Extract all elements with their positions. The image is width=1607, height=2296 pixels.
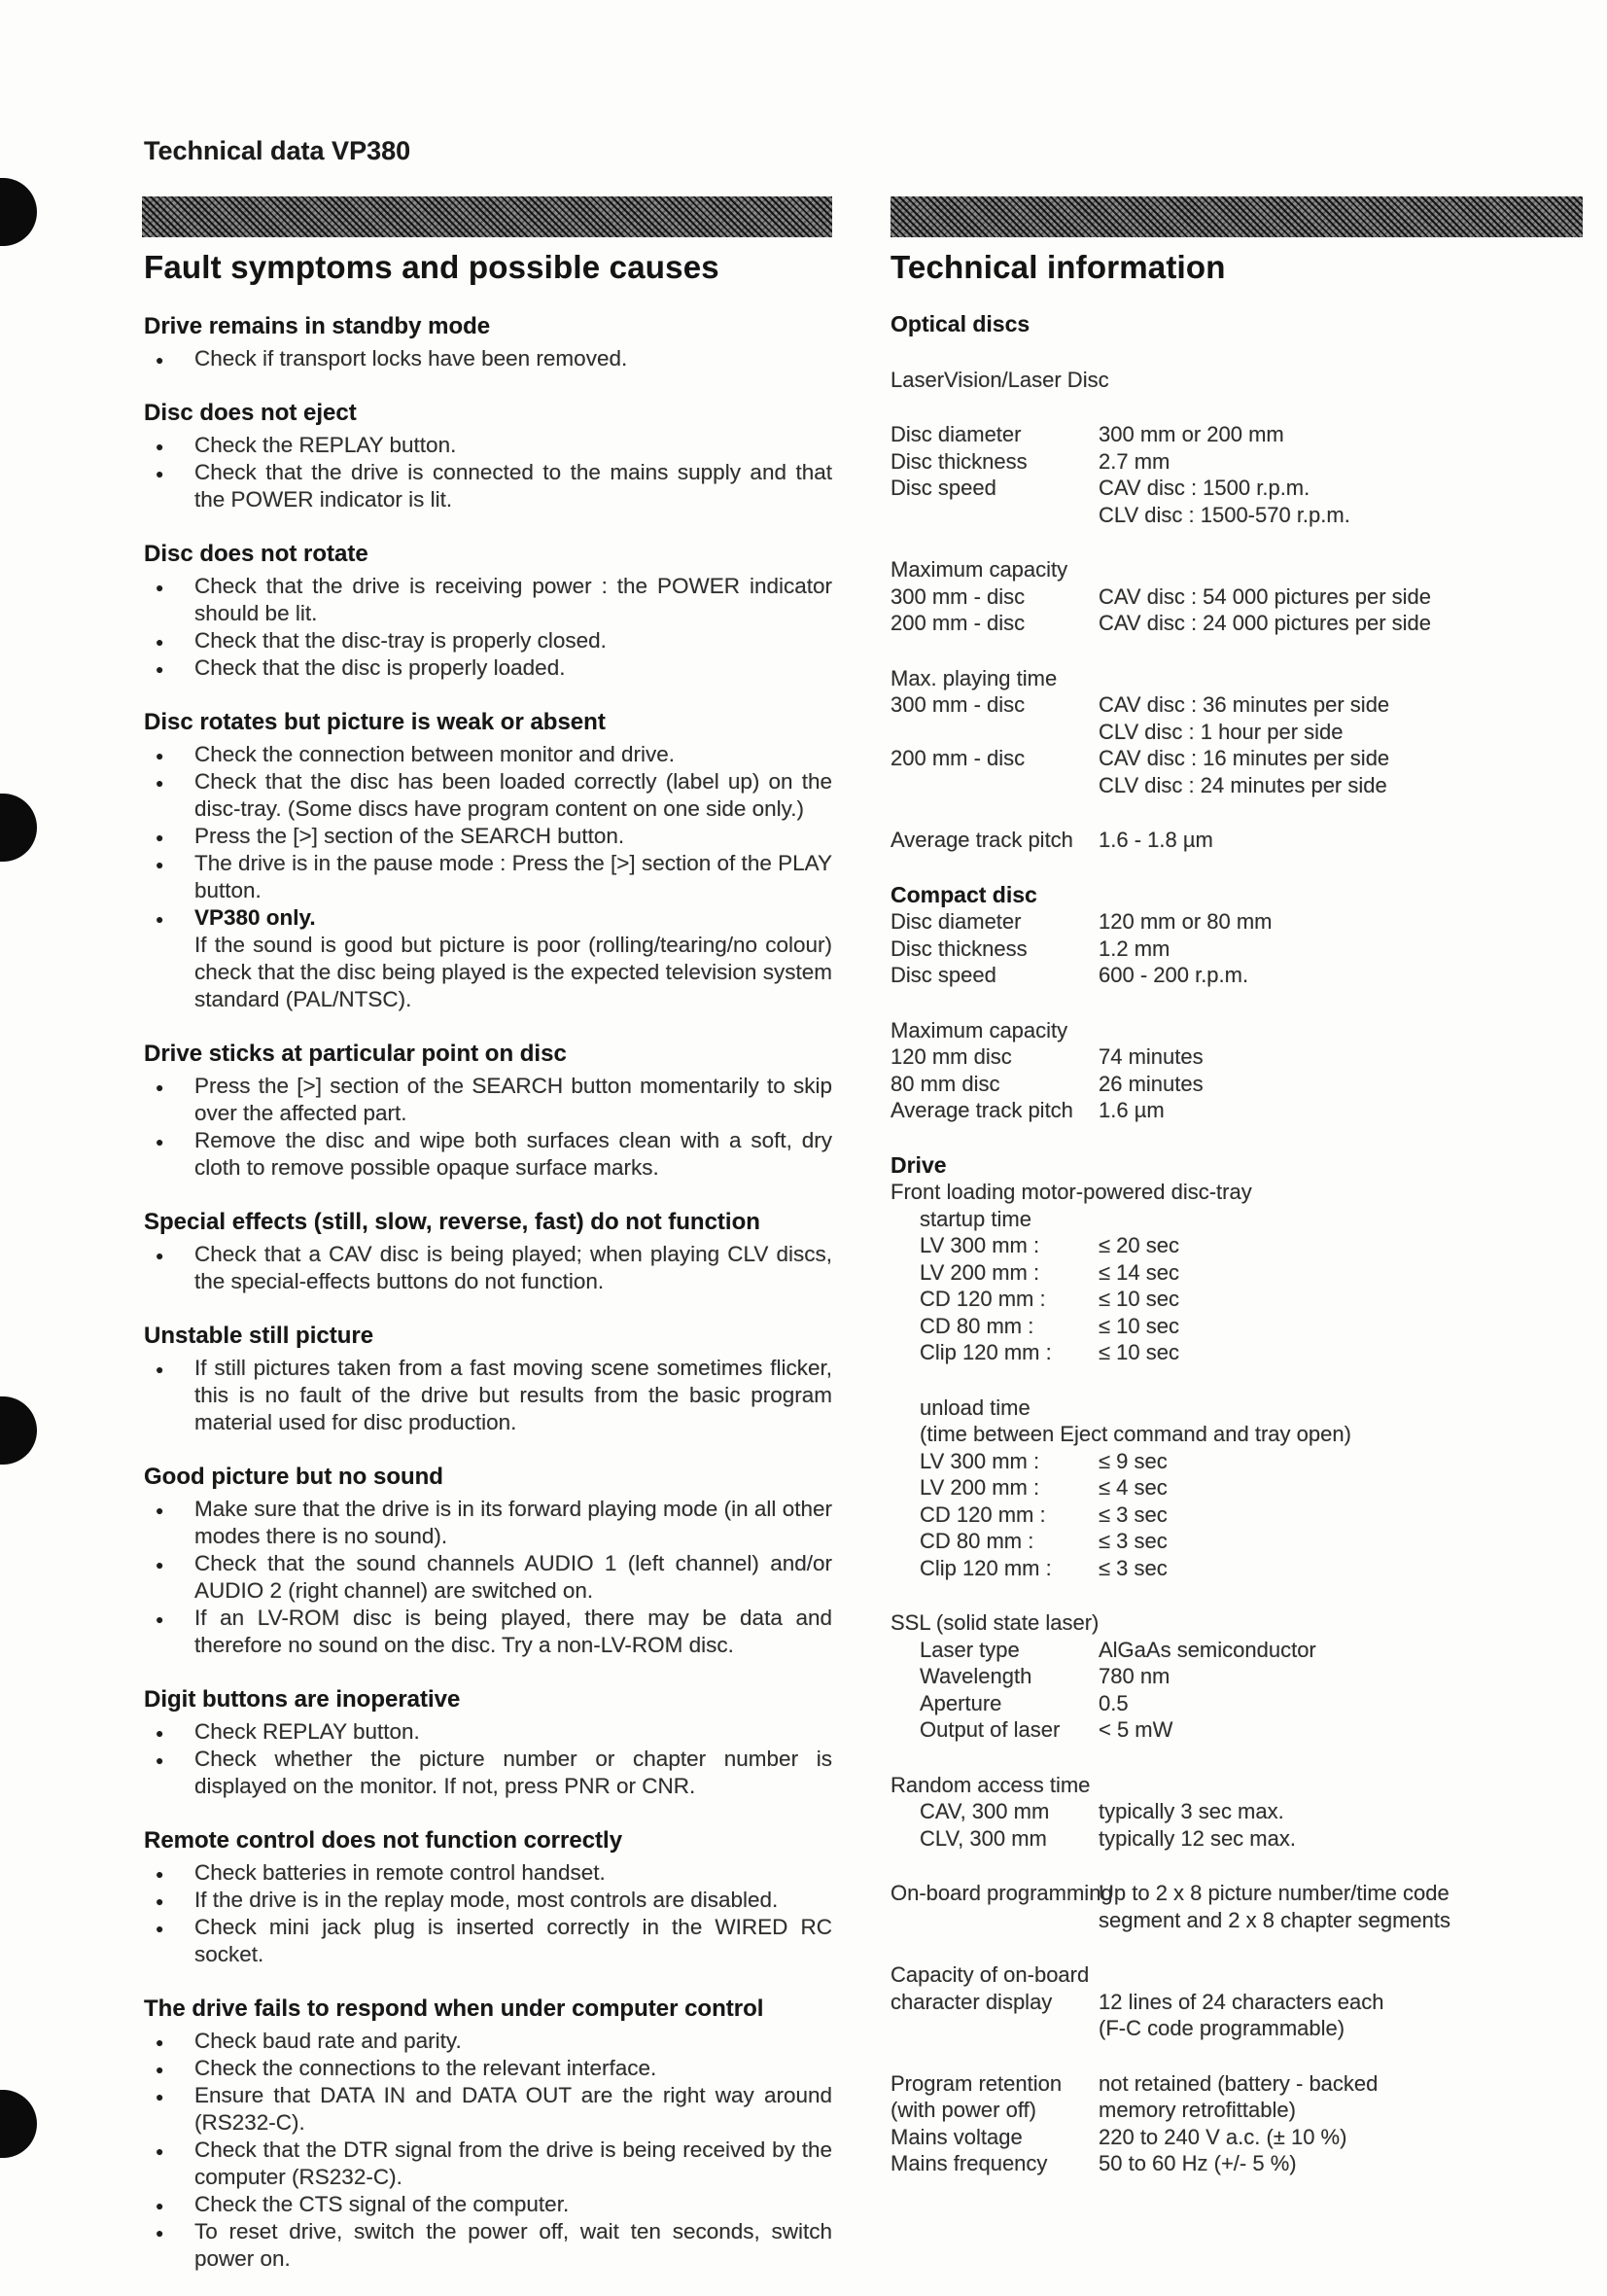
spec-row <box>891 448 1585 476</box>
fault-section-eject <box>144 400 832 513</box>
fault-list <box>144 345 832 372</box>
spec-value <box>1099 1395 1585 1422</box>
spec-value: not retained (battery - backed <box>1099 2070 1379 2096</box>
spec-label: Clip 120 mm : <box>920 1340 1052 1364</box>
spec-value: ≤ 10 sec <box>1099 1313 1180 1338</box>
spec-value: Up to 2 x 8 picture number/time code segment and 2 x 8 chapter segments <box>1099 1881 1450 1932</box>
spec-value: (F-C code programmable) <box>1099 2016 1345 2040</box>
spec-row <box>891 556 1585 583</box>
spec-value: 26 minutes <box>1099 1071 1204 1096</box>
fault-item: ● Check batteries in remote control handset. <box>144 1859 832 1887</box>
fault-item: ● Check REPLAY button. <box>144 1718 832 1746</box>
spec-row <box>891 2015 1585 2042</box>
spec-row <box>891 311 1585 338</box>
punch-mark <box>0 794 37 862</box>
fault-heading: The drive fails to respond when under computer control <box>144 1996 764 2022</box>
spec-value: CAV disc : 16 minutes per side <box>1099 746 1390 770</box>
spec-label: Disc thickness <box>891 448 1028 474</box>
spec-row <box>891 1609 1585 1637</box>
spec-row <box>891 1071 1585 1098</box>
fault-item: ● Check the connections to the relevant interface. <box>144 2055 832 2082</box>
spec-row <box>891 2097 1585 2124</box>
spec-value <box>1099 311 1585 338</box>
spec-label: Program retention <box>891 2070 1063 2096</box>
spec-label: LV 300 mm : <box>920 1448 1040 1473</box>
spec-value: CLV disc : 1500-570 r.p.m. <box>1099 502 1350 527</box>
spec-row <box>891 1663 1585 1690</box>
spec-label: Average track pitch <box>891 1098 1073 1122</box>
fault-list <box>144 432 832 513</box>
spec-value: 600 - 200 r.p.m. <box>1099 963 1249 987</box>
spec-row <box>891 1017 1585 1044</box>
spec-label: Disc speed <box>891 963 996 987</box>
fault-heading: Disc rotates but picture is weak or absent <box>144 709 606 735</box>
spec-row <box>891 583 1585 611</box>
fault-section-unstable-still <box>144 1323 832 1436</box>
spec-label: Disc thickness <box>891 936 1028 961</box>
spec-value: 50 to 60 Hz (+/- 5 %) <box>1099 2151 1297 2175</box>
spec-row <box>891 502 1585 529</box>
spec-label: (time between Eject command and tray open) <box>920 1422 1351 1446</box>
spec-value <box>1099 1609 1585 1637</box>
spec-label: 200 mm - disc <box>891 746 1026 770</box>
spec-value: 74 minutes <box>1099 1044 1204 1069</box>
fault-item: ● Check the REPLAY button. <box>144 432 832 459</box>
spec-row <box>891 908 1585 936</box>
spec-row <box>891 1179 1585 1206</box>
spec-value: ≤ 10 sec <box>1099 1287 1180 1311</box>
spec-value: ≤ 3 sec <box>1099 1555 1168 1580</box>
spec-value: CAV disc : 24 000 pictures per side <box>1099 611 1431 635</box>
spec-row <box>891 1097 1585 1124</box>
fault-item: ● Check if transport locks have been removed. <box>144 345 832 372</box>
spec-row <box>891 665 1585 692</box>
spec-value: ≤ 20 sec <box>1099 1233 1180 1257</box>
fault-heading: Remote control does not function correctly <box>144 1827 623 1854</box>
fault-item: ● Press the [>] section of the SEARCH button. <box>144 823 832 850</box>
spec-label: Compact disc <box>891 881 1037 907</box>
fault-list <box>144 1241 832 1295</box>
fault-heading: Disc does not eject <box>144 400 357 426</box>
spec-value: 300 mm or 200 mm <box>1099 422 1284 446</box>
technical-info-title: Technical information <box>891 249 1226 285</box>
spec-label: Mains frequency <box>891 2151 1048 2175</box>
fault-item: ● Check that the disc has been loaded correctly (label up) on the disc-tray. (Some discs have program content on one side only.) <box>144 768 832 823</box>
spec-label: Maximum capacity <box>891 1017 1068 1042</box>
spec-row <box>891 882 1585 909</box>
spec-row <box>891 1825 1585 1853</box>
spec-value: CLV disc : 24 minutes per side <box>1099 772 1387 797</box>
spec-row <box>891 1798 1585 1825</box>
spec-label: Max. playing time <box>891 665 1058 690</box>
spec-value: memory retrofittable) <box>1099 2098 1296 2122</box>
fault-item: ● Remove the disc and wipe both surfaces clean with a soft, dry cloth to remove possible opaque surface marks. <box>144 1127 832 1182</box>
spec-label: Disc diameter <box>891 909 1022 934</box>
spec-label: Optical discs <box>891 311 1031 336</box>
spec-row <box>891 1880 1585 1933</box>
fault-section-digit-buttons <box>144 1686 832 1800</box>
fault-item-vp380-only: ● VP380 only. <box>144 904 832 932</box>
spec-value: CAV disc : 54 000 pictures per side <box>1099 583 1431 609</box>
fault-item: ● Check that the drive is receiving power : the POWER indicator should be lit. <box>144 573 832 627</box>
fault-list <box>144 741 832 932</box>
spec-value: ≤ 10 sec <box>1099 1340 1180 1364</box>
fault-list <box>144 1355 832 1436</box>
fault-item: ● Check the CTS signal of the computer. <box>144 2191 832 2218</box>
spec-row <box>891 1259 1585 1287</box>
spec-row <box>891 1501 1585 1529</box>
spec-value: < 5 mW <box>1099 1717 1173 1742</box>
spec-row <box>891 1313 1585 1340</box>
spec-value: CAV disc : 36 minutes per side <box>1099 692 1390 717</box>
spec-label: Clip 120 mm : <box>920 1555 1052 1580</box>
punch-mark <box>0 2090 37 2158</box>
fault-list <box>144 1718 832 1800</box>
fault-item: ● Check that the disc-tray is properly closed. <box>144 627 832 654</box>
spec-value: CAV disc : 1500 r.p.m. <box>1099 476 1310 500</box>
spec-label: character display <box>891 1989 1053 2014</box>
spec-value: 1.6 - 1.8 µm <box>1099 828 1213 852</box>
spec-label: 80 mm disc <box>891 1071 1000 1096</box>
spec-value: 1.2 mm <box>1099 936 1170 961</box>
fault-item: ● If the drive is in the replay mode, most controls are disabled. <box>144 1887 832 1914</box>
spec-row <box>891 1961 1585 1989</box>
spec-label: Disc speed <box>891 476 996 500</box>
fault-item: ● The drive is in the pause mode : Press the [>] section of the PLAY button. <box>144 850 832 904</box>
spec-row <box>891 1474 1585 1501</box>
fault-heading: Drive remains in standby mode <box>144 313 491 339</box>
spec-label: Wavelength <box>920 1664 1032 1688</box>
spec-row <box>891 367 1585 394</box>
spec-label: 300 mm - disc <box>891 583 1026 609</box>
spec-value <box>1099 1152 1585 1180</box>
spec-label: CLV, 300 mm <box>920 1825 1047 1851</box>
spec-row <box>891 2124 1585 2151</box>
fault-item: ● Check that the drive is connected to the mains supply and that the POWER indicator is lit. <box>144 459 832 513</box>
spec-row <box>891 719 1585 746</box>
fault-heading: Disc does not rotate <box>144 541 368 567</box>
spec-value: 0.5 <box>1099 1690 1129 1715</box>
spec-label: On-board programming <box>891 1881 1113 1905</box>
spec-value: 12 lines of 24 characters each <box>1099 1989 1384 2014</box>
fault-item: ● Check that a CAV disc is being played; when playing CLV discs, the special-effects buttons do not function. <box>144 1241 832 1295</box>
spec-value <box>1099 1961 1585 1989</box>
fault-list <box>144 1073 832 1182</box>
fault-item: ● Ensure that DATA IN and DATA OUT are the right way around (RS232-C). <box>144 2082 832 2137</box>
spec-row <box>891 936 1585 963</box>
spec-label: Front loading motor-powered disc-tray <box>891 1180 1252 1204</box>
spec-value <box>1099 367 1585 394</box>
spec-label: CD 80 mm : <box>920 1529 1034 1553</box>
spec-label: (with power off) <box>891 2098 1036 2122</box>
spec-label: CAV, 300 mm <box>920 1799 1050 1823</box>
spec-row <box>891 1989 1585 2016</box>
spec-label: CD 120 mm : <box>920 1501 1046 1527</box>
spec-row <box>891 1716 1585 1744</box>
spec-table <box>891 311 1585 2177</box>
spec-row <box>891 1339 1585 1366</box>
fault-item: ● Check that the disc is properly loaded. <box>144 654 832 682</box>
spec-row <box>891 772 1585 799</box>
spec-label <box>891 719 1099 746</box>
spec-value <box>1099 1772 1585 1799</box>
fault-symptoms-column <box>144 249 832 2273</box>
spec-label: Disc diameter <box>891 422 1022 446</box>
fault-item: ● Check baud rate and parity. <box>144 2028 832 2055</box>
spec-value: ≤ 14 sec <box>1099 1259 1180 1285</box>
spec-row <box>891 1395 1585 1422</box>
spec-label: Random access time <box>891 1772 1091 1797</box>
spec-value: 120 mm or 80 mm <box>1099 909 1273 934</box>
spec-value <box>1099 556 1585 583</box>
fault-section-remote-control <box>144 1827 832 1968</box>
fault-section-computer-control <box>144 1996 832 2273</box>
spec-row <box>891 1043 1585 1071</box>
spec-label: Mains voltage <box>891 2124 1023 2149</box>
spec-row <box>891 962 1585 989</box>
spec-row <box>891 1772 1585 1799</box>
spec-value <box>1099 1179 1585 1206</box>
spec-row <box>891 1637 1585 1664</box>
spec-value: typically 12 sec max. <box>1099 1825 1296 1851</box>
spec-label: unload time <box>920 1395 1031 1420</box>
spec-label: 120 mm disc <box>891 1044 1012 1069</box>
spec-value <box>1099 665 1585 692</box>
spec-value: ≤ 3 sec <box>1099 1501 1168 1527</box>
spec-label: 300 mm - disc <box>891 692 1026 717</box>
fault-heading: Special effects (still, slow, reverse, fast) do not function <box>144 1209 760 1235</box>
fault-symptoms-title: Fault symptoms and possible causes <box>144 249 719 285</box>
spec-label: CD 80 mm : <box>920 1313 1034 1338</box>
spec-row <box>891 1448 1585 1475</box>
spec-row <box>891 421 1585 448</box>
spec-value: 220 to 240 V a.c. (± 10 %) <box>1099 2124 1347 2149</box>
spec-label <box>891 772 1099 799</box>
technical-info-column <box>891 249 1585 2177</box>
spec-row <box>891 1152 1585 1180</box>
fault-list <box>144 1859 832 1968</box>
fault-list <box>144 2028 832 2273</box>
spec-value: ≤ 3 sec <box>1099 1529 1168 1553</box>
fault-item: ● Check that the sound channels AUDIO 1 (left channel) and/or AUDIO 2 (right channel) are switched on. <box>144 1550 832 1605</box>
spec-row <box>891 1555 1585 1582</box>
fault-list <box>144 1496 832 1659</box>
spec-label: LV 200 mm : <box>920 1259 1040 1285</box>
spec-row <box>891 1206 1585 1233</box>
spec-label: Maximum capacity <box>891 557 1068 582</box>
halftone-bar-left <box>142 196 832 237</box>
fault-item: ● Check whether the picture number or chapter number is displayed on the monitor. If not, press PNR or CNR. <box>144 1746 832 1800</box>
punch-mark <box>0 1396 37 1465</box>
spec-value <box>1099 882 1585 909</box>
fault-item: ● Press the [>] section of the SEARCH button momentarily to skip over the affected part. <box>144 1073 832 1127</box>
spec-label: LV 200 mm : <box>920 1475 1040 1500</box>
spec-value: ≤ 9 sec <box>1099 1448 1168 1473</box>
spec-row <box>891 475 1585 502</box>
fault-item: ● If still pictures taken from a fast moving scene sometimes flicker, this is no fault of the drive but results from the basic program material used for disc production. <box>144 1355 832 1436</box>
fault-section-standby <box>144 313 832 372</box>
spec-label: CD 120 mm : <box>920 1287 1046 1311</box>
page-title: Technical data VP380 <box>144 136 411 165</box>
fault-item: ● Check mini jack plug is inserted correctly in the WIRED RC socket. <box>144 1914 832 1968</box>
fault-list <box>144 573 832 682</box>
spec-value: CLV disc : 1 hour per side <box>1099 719 1344 744</box>
spec-label: Average track pitch <box>891 828 1073 852</box>
fault-item: ● If an LV-ROM disc is being played, there may be data and therefore no sound on the disc. Try a non-LV-ROM disc. <box>144 1605 832 1659</box>
spec-row <box>891 1690 1585 1717</box>
spec-label: Laser type <box>920 1637 1020 1662</box>
fault-section-rotate <box>144 541 832 682</box>
fault-heading: Digit buttons are inoperative <box>144 1686 461 1713</box>
spec-row <box>891 1286 1585 1313</box>
spec-label: SSL (solid state laser) <box>891 1610 1100 1635</box>
fault-item: ● Make sure that the drive is in its forward playing mode (in all other modes there is no sound). <box>144 1496 832 1550</box>
spec-value: 780 nm <box>1099 1664 1170 1688</box>
spec-label: Output of laser <box>920 1717 1061 1742</box>
spec-row <box>891 1232 1585 1259</box>
spec-label: Drive <box>891 1151 947 1178</box>
spec-row <box>891 610 1585 637</box>
fault-heading: Good picture but no sound <box>144 1464 443 1490</box>
fault-item-continuation: If the sound is good but picture is poor (rolling/tearing/no colour) check that the disc being played is the expected television system standard (PAL/NTSC). <box>194 933 832 1011</box>
fault-item: ● Check that the DTR signal from the drive is being received by the computer (RS232-C). <box>144 2137 832 2191</box>
fault-heading: Drive sticks at particular point on disc <box>144 1041 567 1067</box>
spec-row <box>891 691 1585 719</box>
spec-label <box>891 502 1099 529</box>
spec-label: Capacity of on-board <box>891 1962 1090 1987</box>
spec-label <box>891 2015 1099 2042</box>
spec-value: 1.6 µm <box>1099 1098 1165 1122</box>
fault-item: ● To reset drive, switch the power off, wait ten seconds, switch power on. <box>144 2218 832 2273</box>
spec-row <box>891 2150 1585 2177</box>
halftone-bar-right <box>891 196 1583 237</box>
spec-value <box>1099 1206 1585 1233</box>
spec-row <box>891 1528 1585 1555</box>
fault-section-weak-picture <box>144 709 832 1013</box>
spec-value: 2.7 mm <box>1099 448 1170 474</box>
spec-row <box>891 1421 1585 1448</box>
fault-item: ● Check the connection between monitor and drive. <box>144 741 832 768</box>
spec-row <box>891 827 1585 854</box>
spec-value <box>1099 1421 1585 1448</box>
spec-value: ≤ 4 sec <box>1099 1475 1168 1500</box>
spec-label: Aperture <box>920 1690 1002 1715</box>
spec-value: typically 3 sec max. <box>1099 1799 1284 1823</box>
spec-value <box>1099 1017 1585 1044</box>
fault-section-special-effects <box>144 1209 832 1295</box>
fault-heading: Unstable still picture <box>144 1323 374 1349</box>
spec-value: AlGaAs semiconductor <box>1099 1637 1316 1662</box>
spec-label: LaserVision/Laser Disc <box>891 367 1109 392</box>
spec-label: 200 mm - disc <box>891 611 1026 635</box>
punch-mark <box>0 178 37 246</box>
spec-label: startup time <box>920 1206 1031 1231</box>
spec-label: LV 300 mm : <box>920 1233 1040 1257</box>
spec-row <box>891 745 1585 772</box>
fault-section-no-sound <box>144 1464 832 1659</box>
fault-section-sticks <box>144 1041 832 1182</box>
spec-row <box>891 2070 1585 2098</box>
